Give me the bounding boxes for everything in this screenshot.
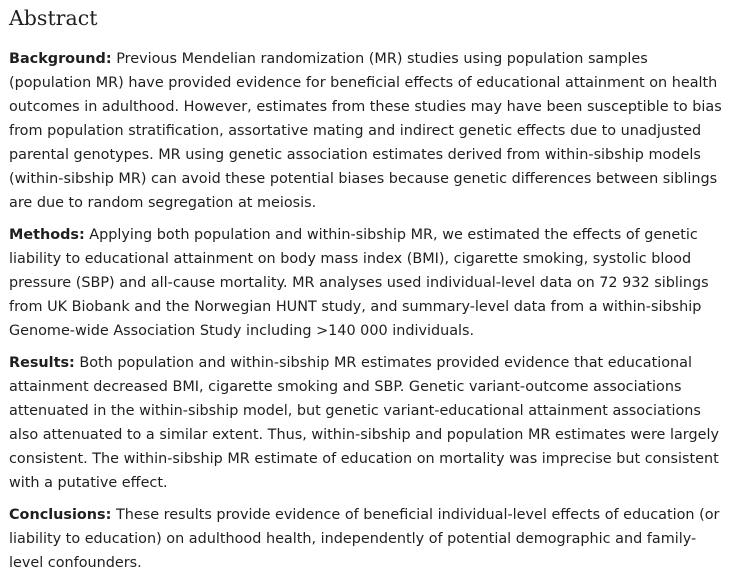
abstract-block bbox=[9, 0, 727, 583]
section-label-results: Results: bbox=[9, 355, 75, 371]
section-text-background: Previous Mendelian randomization (MR) studies using population samples (population MR) have provided evidence for beneficial effects of educational attainment on health outcomes in adulthood. However, estimates from these studies may have been susceptible to bias from population stratification, assortative mating and indirect genetic effects due to unadjusted parental genotypes. MR using genetic association estimates derived from within-sibship models (within-sibship MR) can avoid these potential biases because genetic differences between siblings are due to random segregation at meiosis. bbox=[9, 51, 722, 211]
section-label-background: Background: bbox=[9, 51, 112, 67]
section-label-methods: Methods: bbox=[9, 227, 85, 243]
section-text-results: Both population and within-sibship MR estimates provided evidence that educational attainment decreased BMI, cigarette smoking and SBP. Genetic variant-outcome associations attenuated in the within-sibship model, but genetic variant-educational attainment associations also attenuated to a similar extent. Thus, within-sibship and population MR estimates were largely consistent. The within-sibship MR estimate of education on mortality was imprecise but consistent with a putative effect. bbox=[9, 355, 719, 491]
abstract-section-methods bbox=[9, 223, 727, 343]
abstract-section-background bbox=[9, 47, 727, 215]
section-text-conclusions: These results provide evidence of beneficial individual-level effects of education (or liability to education) on adulthood health, independently of potential demographic and family-level confounders. bbox=[9, 507, 720, 571]
abstract-section-results bbox=[9, 351, 727, 495]
abstract-heading: Abstract bbox=[9, 6, 98, 30]
abstract-section-conclusions bbox=[9, 503, 727, 575]
section-text-methods: Applying both population and within-sibship MR, we estimated the effects of genetic liability to educational attainment on body mass index (BMI), cigarette smoking, systolic blood pressure (SBP) and all-cause mortality. MR analyses used individual-level data on 72 932 siblings from UK Biobank and the Norwegian HUNT study, and summary-level data from a within-sibship Genome-wide Association Study including >140 000 individuals. bbox=[9, 227, 709, 339]
section-label-conclusions: Conclusions: bbox=[9, 507, 112, 523]
